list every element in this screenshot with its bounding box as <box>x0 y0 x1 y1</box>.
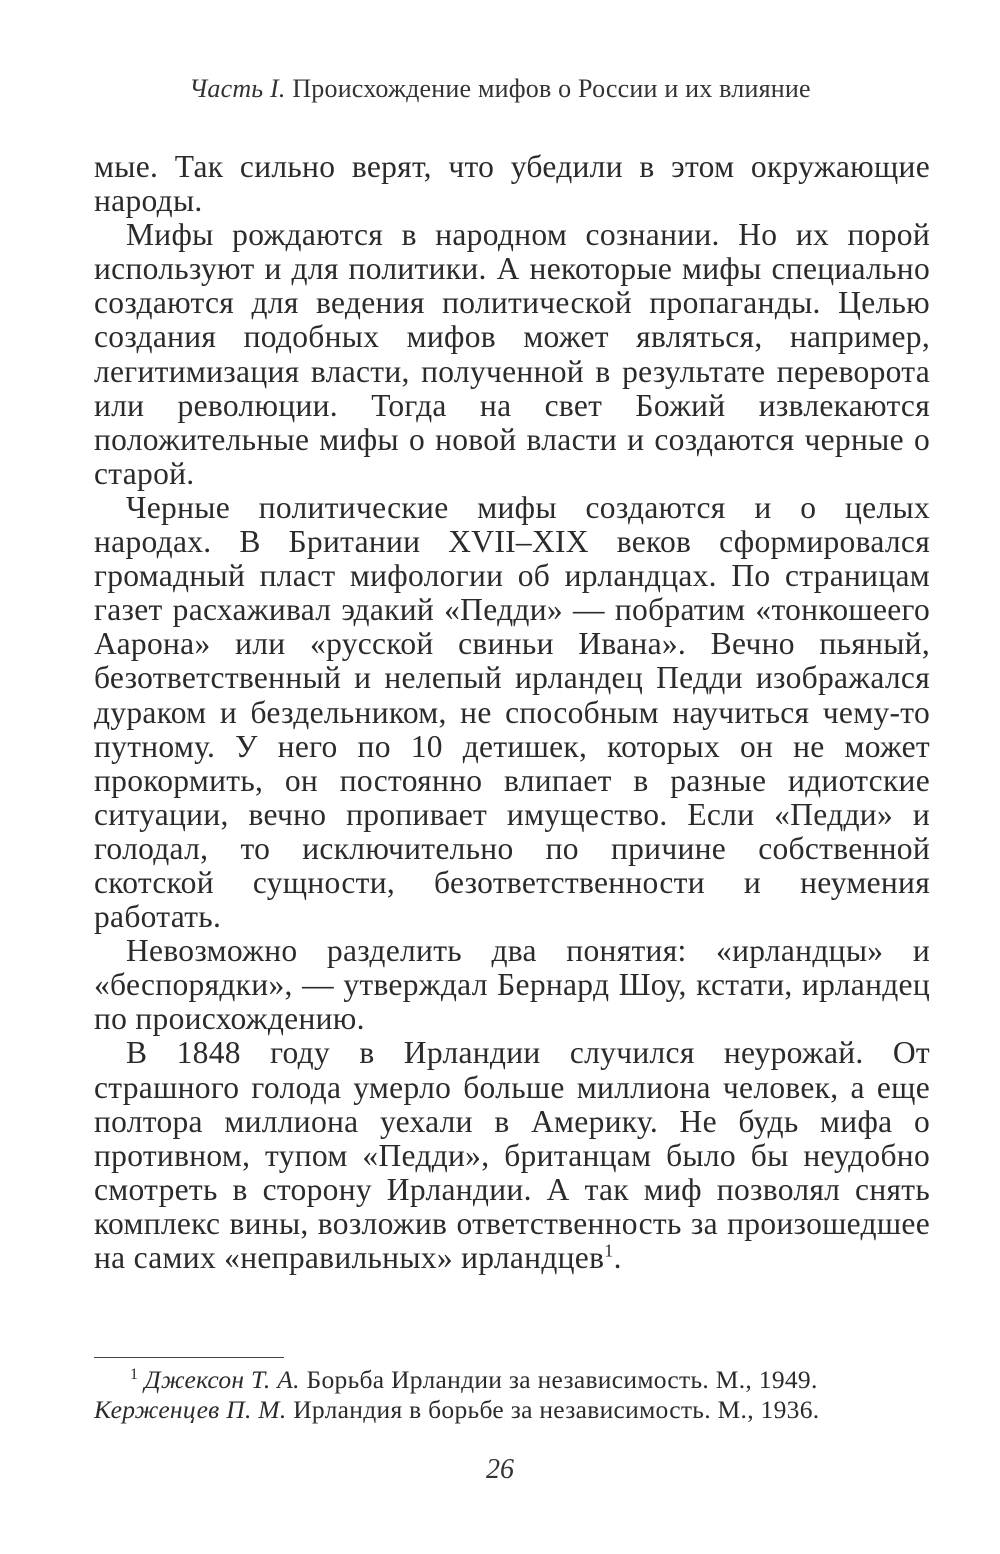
footnote-author: Керженцев П. М. <box>94 1395 287 1424</box>
paragraph: Мифы рождаются в народном сознании. Но их порой используют и для политики. А некоторые мифы специально создаются для ведения политической пропаганды. Целью создания подобных мифов может являться, например, легитимизация власти, полученной в результате переворота или революции. Тогда на свет Божий извлекаются положительные мифы о новой власти и создаются черные о старой. <box>94 217 930 491</box>
footnote-reference-mark[interactable]: 1 <box>604 1240 614 1261</box>
running-header-part: Часть I. <box>189 74 286 103</box>
footnotes <box>94 1365 930 1425</box>
footnote-text: Борьба Ирландии за независимость. М., 1949. <box>306 1365 818 1394</box>
page-number: 26 <box>486 1454 514 1485</box>
running-header-title: Происхождение мифов о России и их влияние <box>292 74 811 103</box>
footnote-divider <box>94 1357 284 1358</box>
footnote-text: Ирландия в борьбе за независимость. М., 1936. <box>293 1395 820 1424</box>
footnote-item <box>94 1395 930 1425</box>
paragraph: Невозможно разделить два понятия: «ирландцы» и «беспорядки», — утверждал Бернард Шоу, кстати, ирландец по происхождению. <box>94 933 930 1037</box>
paragraph-tail: . <box>613 1240 622 1275</box>
footnote-author: Джексон Т. А. <box>144 1365 300 1394</box>
paragraph-text: В 1848 году в Ирландии случился неурожай. От страшного голода умерло больше миллиона человек, а еще полтора миллиона уехали в Америку. Не будь мифа о противном, тупом «Педди», британцам было бы неудобно смотреть в сторону Ирландии. А так миф позволял снять комплекс вины, возложив ответственность за произошедшее на самих «неправильных» ирландцев <box>94 1035 930 1275</box>
paragraph-continued: мые. Так сильно верят, что убедили в этом окружающие народы. <box>94 149 930 219</box>
body-text <box>94 150 930 1275</box>
paragraph-with-footnote <box>94 1036 930 1275</box>
paragraph: Черные политические мифы создаются и о целых народах. В Британии XVII–XIX веков сформировался громадный пласт мифологии об ирландцах. По страницам газет расхаживал эдакий «Педди» — побратим «тонкошеего Аарона» или «русской свиньи Ивана». Вечно пьяный, безответственный и нелепый ирландец Педди изображался дураком и бездельником, не способным научиться чему-то путному. У него по 10 детишек, которых он не может прокормить, он постоянно влипает в разные идиотские ситуации, вечно пропивает имущество. Если «Педди» и голодал, то исключительно по причине собственной скотской сущности, безответственности и неумения работать. <box>94 489 930 935</box>
footnote-item <box>94 1365 930 1395</box>
footnote-number: 1 <box>130 1365 139 1383</box>
running-header <box>0 74 1000 104</box>
